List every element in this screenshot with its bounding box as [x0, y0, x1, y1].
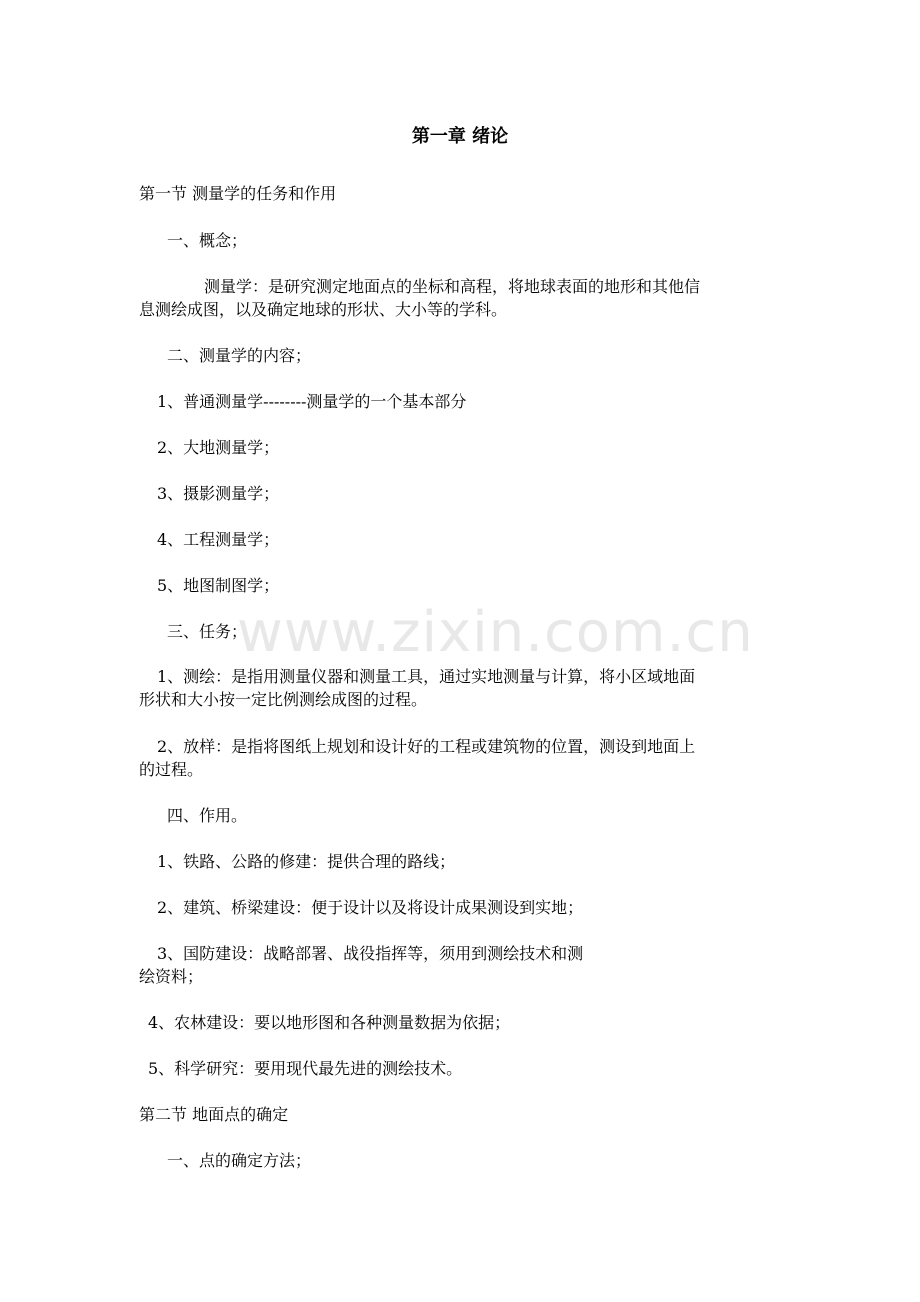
subheading-function: 四、作用。: [167, 806, 248, 825]
list-item: 5、科学研究：要用现代最先进的测绘技术。: [148, 1059, 463, 1078]
list-item: 4、农林建设：要以地形图和各种测量数据为依据；: [148, 1013, 511, 1032]
paragraph-line: 的过程。: [139, 760, 204, 779]
list-item: 5、地图制图学；: [157, 576, 280, 595]
list-item: 2、放样：是指将图纸上规划和设计好的工程或建筑物的位置，测设到地面上: [157, 737, 696, 756]
list-item: 2、大地测量学；: [157, 438, 280, 457]
list-item: 3、国防建设：战略部署、战役指挥等，须用到测绘技术和测: [157, 944, 584, 963]
subheading-concept: 一、概念；: [167, 231, 248, 250]
subheading-method: 一、点的确定方法；: [167, 1151, 312, 1170]
paragraph-line: 测量学：是研究测定地面点的坐标和高程，将地球表面的地形和其他信: [204, 277, 701, 296]
watermark: www.zixin.com.cn: [237, 600, 754, 665]
list-item: 2、建筑、桥梁建设：便于设计以及将设计成果测设到实地；: [157, 898, 584, 917]
list-item: 3、摄影测量学；: [157, 484, 280, 503]
paragraph-line: 息测绘成图，以及确定地球的形状、大小等的学科。: [139, 300, 508, 319]
list-item: 1、普通测量学--------测量学的一个基本部分: [157, 392, 467, 411]
section-heading-2: 第二节 地面点的确定: [139, 1105, 289, 1124]
section-heading-1: 第一节 测量学的任务和作用: [139, 184, 337, 203]
list-item: 1、铁路、公路的修建：提供合理的路线；: [157, 852, 456, 871]
subheading-content: 二、测量学的内容；: [167, 346, 312, 365]
list-item: 4、工程测量学；: [157, 530, 280, 549]
paragraph-line: 形状和大小按一定比例测绘成图的过程。: [139, 690, 428, 709]
list-item: 1、测绘：是指用测量仪器和测量工具，通过实地测量与计算，将小区域地面: [157, 667, 696, 686]
paragraph-line: 绘资料；: [139, 967, 204, 986]
chapter-title: 第一章 绪论: [411, 126, 509, 147]
subheading-task: 三、任务；: [167, 622, 248, 641]
